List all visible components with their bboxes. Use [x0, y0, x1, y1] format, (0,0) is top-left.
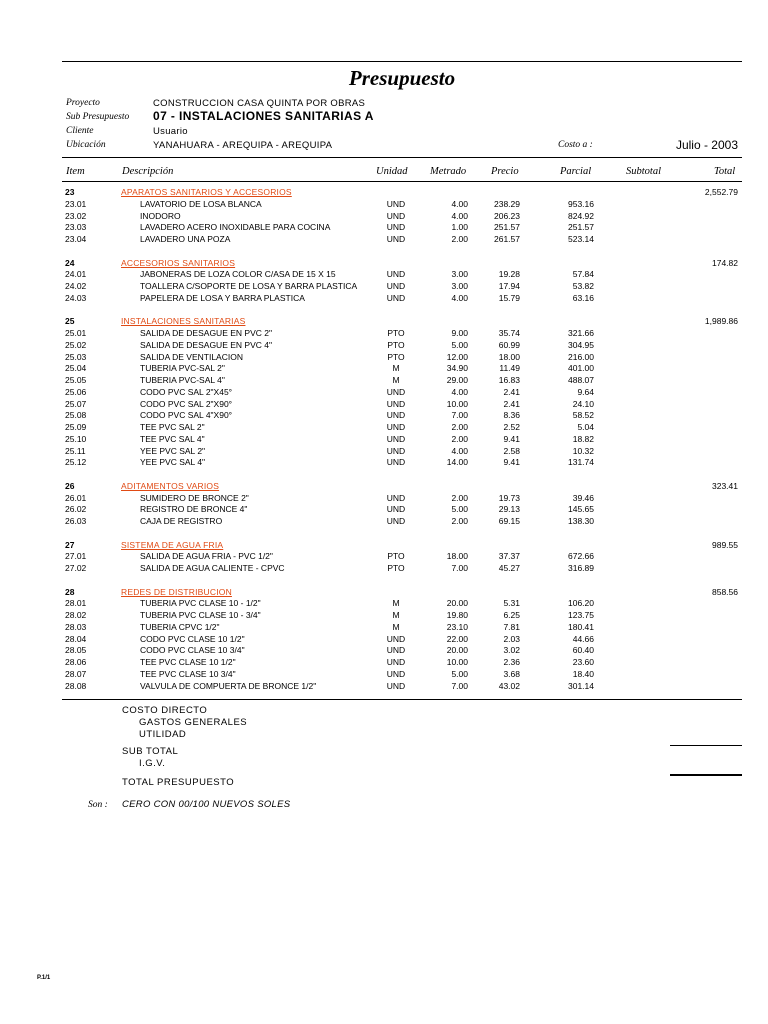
row-metrado: 10.00: [446, 398, 468, 409]
subpresupuesto-label: Sub Presupuesto: [66, 112, 130, 122]
row-metrado: 2.00: [451, 492, 468, 503]
row-metrado: 4.00: [451, 210, 468, 221]
row-parcial: 401.00: [568, 363, 594, 374]
table-row: [0, 410, 768, 422]
row-description: TUBERIA PVC CLASE 10 - 1/2": [140, 598, 261, 609]
table-row: [0, 681, 768, 693]
row-description: CODO PVC CLASE 10 3/4": [140, 645, 245, 656]
row-description: CODO PVC SAL 2"X90°: [140, 398, 233, 409]
row-precio: 29.13: [498, 504, 520, 515]
row-item-number: 23.01: [65, 198, 87, 209]
row-metrado: 2.00: [451, 516, 468, 526]
table-row: [0, 222, 768, 234]
row-precio: 16.83: [498, 375, 520, 385]
table-row: [0, 457, 768, 469]
table-row: [0, 622, 768, 634]
table-row: [0, 563, 768, 575]
row-item-number: 23.03: [65, 222, 87, 233]
row-precio: 2.52: [503, 422, 520, 432]
table-row: [0, 645, 768, 657]
col-header-parcial: Parcial: [560, 166, 592, 177]
table-row: [0, 375, 768, 387]
row-parcial: 18.82: [572, 433, 594, 444]
table-row: [0, 669, 768, 681]
group-item-number: 24: [65, 257, 75, 268]
table-row: [0, 610, 768, 622]
group-total: 1,989.86: [704, 316, 738, 327]
row-precio: 3.68: [503, 668, 520, 679]
row-parcial: 9.64: [577, 386, 594, 397]
ubicacion-value: YANAHUARA - AREQUIPA - AREQUIPA: [153, 140, 333, 151]
row-unit: UND: [386, 398, 406, 409]
sub-total-label: SUB TOTAL: [122, 746, 179, 757]
col-header-item: Item: [66, 166, 85, 177]
row-item-number: 25.01: [65, 328, 87, 338]
row-parcial: 39.46: [572, 492, 594, 503]
row-item-number: 25.02: [65, 339, 87, 350]
row-metrado: 7.00: [451, 563, 468, 573]
row-metrado: 3.00: [451, 269, 468, 280]
row-description: REGISTRO DE BRONCE 4": [140, 504, 248, 515]
row-parcial: 123.75: [568, 610, 594, 620]
row-metrado: 1.00: [451, 222, 468, 233]
row-precio: 7.81: [503, 621, 520, 632]
row-description: CAJA DE REGISTRO: [140, 516, 223, 526]
row-metrado: 3.00: [451, 281, 468, 291]
table-row: [0, 211, 768, 223]
row-item-number: 25.04: [65, 363, 87, 374]
row-precio: 9.41: [503, 433, 520, 444]
row-metrado: 4.00: [451, 198, 468, 209]
igv-label: I.G.V.: [139, 758, 166, 769]
row-item-number: 26.03: [65, 516, 87, 526]
row-precio: 8.36: [503, 410, 520, 421]
row-parcial: 57.84: [572, 269, 594, 280]
row-description: SALIDA DE DESAGUE EN PVC 4": [140, 339, 272, 350]
table-row: [0, 269, 768, 281]
row-metrado: 14.00: [446, 457, 468, 468]
table-row: [0, 328, 768, 340]
row-unit: UND: [386, 281, 406, 291]
row-parcial: 316.89: [568, 563, 594, 573]
row-item-number: 25.08: [65, 410, 87, 421]
row-unit: M: [392, 621, 400, 632]
row-unit: M: [392, 363, 400, 374]
row-parcial: 488.07: [568, 375, 594, 385]
col-header-descripcion: Descripción: [122, 166, 174, 177]
row-precio: 2.36: [503, 657, 520, 667]
row-metrado: 5.00: [451, 668, 468, 679]
group-row: [0, 258, 768, 270]
row-item-number: 23.02: [65, 210, 87, 221]
page-number: P.1/1: [37, 975, 51, 981]
row-unit: UND: [386, 234, 406, 244]
row-parcial: 131.74: [568, 457, 594, 468]
row-unit: UND: [386, 645, 406, 656]
row-description: TUBERIA PVC-SAL 2": [140, 363, 225, 374]
row-item-number: 27.01: [65, 551, 87, 562]
row-precio: 43.02: [498, 680, 520, 691]
row-description: LAVATORIO DE LOSA BLANCA: [140, 198, 262, 209]
row-unit: UND: [386, 492, 406, 503]
row-metrado: 4.00: [451, 292, 468, 303]
group-total: 2,552.79: [704, 187, 738, 197]
group-title: ACCESORIOS SANITARIOS: [121, 257, 236, 268]
row-unit: UND: [386, 386, 406, 397]
row-precio: 5.31: [503, 598, 520, 609]
group-row: [0, 587, 768, 599]
subtotal-underline: [670, 745, 742, 746]
group-item-number: 25: [65, 316, 75, 327]
row-item-number: 25.12: [65, 457, 87, 468]
row-parcial: 953.16: [568, 198, 594, 209]
row-precio: 2.58: [503, 445, 520, 456]
row-description: LAVADERO UNA POZA: [140, 234, 231, 244]
row-precio: 2.41: [503, 386, 520, 397]
row-unit: UND: [386, 210, 406, 221]
row-precio: 2.03: [503, 633, 520, 644]
table-row: [0, 598, 768, 610]
row-parcial: 321.66: [568, 328, 594, 338]
group-row: [0, 481, 768, 493]
group-title: REDES DE DISTRIBUCION: [121, 586, 232, 597]
group-row: [0, 187, 768, 199]
row-parcial: 44.66: [572, 633, 594, 644]
row-precio: 15.79: [498, 292, 520, 303]
row-item-number: 28.05: [65, 645, 87, 656]
row-unit: M: [392, 598, 400, 609]
row-description: TEE PVC CLASE 10 3/4": [140, 668, 236, 679]
row-parcial: 10.32: [572, 445, 594, 456]
row-description: SALIDA DE AGUA CALIENTE - CPVC: [140, 563, 285, 573]
row-metrado: 12.00: [446, 351, 468, 362]
row-metrado: 20.00: [446, 598, 468, 609]
row-unit: UND: [386, 198, 406, 209]
row-item-number: 28.08: [65, 680, 87, 691]
row-item-number: 25.10: [65, 433, 87, 444]
header-bottom-rule: [62, 181, 742, 182]
row-description: TEE PVC SAL 2": [140, 422, 205, 432]
row-unit: M: [392, 375, 400, 385]
row-parcial: 63.16: [572, 292, 594, 303]
row-item-number: 25.06: [65, 386, 87, 397]
row-description: YEE PVC SAL 2": [140, 445, 206, 456]
group-title: INSTALACIONES SANITARIAS: [121, 316, 246, 327]
row-metrado: 9.00: [451, 328, 468, 338]
table-row: [0, 493, 768, 505]
group-title: ADITAMENTOS VARIOS: [121, 480, 220, 491]
group-item-number: 27: [65, 539, 75, 550]
row-item-number: 24.03: [65, 292, 87, 303]
cliente-value: Usuario: [153, 126, 188, 137]
table-row: [0, 293, 768, 305]
row-precio: 19.28: [498, 269, 520, 280]
row-description: JABONERAS DE LOZA COLOR C/ASA DE 15 X 15: [140, 269, 336, 280]
row-parcial: 24.10: [572, 398, 594, 409]
row-description: INODORO: [140, 210, 181, 221]
row-unit: UND: [386, 657, 406, 667]
table-row: [0, 434, 768, 446]
row-precio: 11.49: [499, 363, 520, 374]
row-unit: PTO: [387, 551, 405, 562]
row-metrado: 23.10: [446, 621, 468, 632]
row-precio: 9.41: [503, 457, 520, 468]
table-row: [0, 352, 768, 364]
row-parcial: 251.57: [568, 222, 594, 233]
row-precio: 2.41: [503, 398, 520, 409]
row-metrado: 10.00: [446, 657, 468, 667]
table-row: [0, 340, 768, 352]
table-row: [0, 634, 768, 646]
row-parcial: 23.60: [572, 657, 594, 667]
row-precio: 17.94: [498, 281, 520, 291]
row-unit: UND: [386, 504, 406, 515]
row-item-number: 25.09: [65, 422, 87, 432]
row-description: SALIDA DE AGUA FRIA - PVC 1/2": [140, 551, 273, 562]
row-description: PAPELERA DE LOSA Y BARRA PLASTICA: [140, 292, 305, 303]
table-row: [0, 422, 768, 434]
row-precio: 45.27: [498, 563, 520, 573]
row-description: SALIDA DE VENTILACION: [140, 351, 243, 362]
row-unit: UND: [386, 516, 406, 526]
row-unit: PTO: [387, 339, 405, 350]
row-unit: UND: [386, 422, 406, 432]
row-parcial: 106.20: [568, 598, 594, 609]
table-row: [0, 657, 768, 669]
row-unit: PTO: [387, 328, 405, 338]
row-metrado: 4.00: [451, 445, 468, 456]
header-top-rule: [62, 157, 742, 158]
row-parcial: 180.41: [568, 621, 594, 632]
row-parcial: 18.40: [572, 668, 594, 679]
row-metrado: 19.80: [446, 610, 468, 620]
gastos-generales-label: GASTOS GENERALES: [139, 717, 248, 728]
row-metrado: 4.00: [451, 386, 468, 397]
row-precio: 206.23: [494, 210, 520, 221]
col-header-precio: Precio: [491, 166, 519, 177]
row-description: CODO PVC CLASE 10 1/2": [140, 633, 245, 644]
row-item-number: 27.02: [65, 563, 87, 573]
row-precio: 6.25: [503, 610, 520, 620]
proyecto-label: Proyecto: [66, 98, 100, 108]
row-precio: 3.02: [503, 645, 520, 656]
row-parcial: 145.65: [568, 504, 594, 515]
table-bottom-rule: [62, 699, 742, 700]
row-item-number: 28.04: [65, 633, 87, 644]
row-item-number: 28.03: [65, 621, 87, 632]
group-item-number: 23: [65, 187, 75, 197]
row-item-number: 24.02: [65, 281, 87, 291]
row-item-number: 25.03: [65, 351, 87, 362]
group-total: 323.41: [712, 480, 738, 491]
son-label: Son :: [88, 800, 108, 810]
group-total: 174.82: [712, 257, 738, 268]
row-unit: UND: [386, 680, 406, 691]
row-description: TUBERIA PVC-SAL 4": [140, 375, 225, 385]
row-precio: 238.29: [494, 198, 520, 209]
table-row: [0, 281, 768, 293]
row-metrado: 18.00: [446, 551, 468, 562]
col-header-metrado: Metrado: [430, 166, 467, 177]
row-parcial: 672.66: [568, 551, 594, 562]
row-metrado: 20.00: [446, 645, 468, 656]
group-title: SISTEMA DE AGUA FRIA: [121, 539, 224, 550]
row-unit: UND: [386, 457, 406, 468]
row-unit: UND: [386, 222, 406, 233]
row-metrado: 29.00: [446, 375, 468, 385]
group-total: 858.56: [712, 586, 738, 597]
col-header-total: Total: [714, 166, 736, 177]
row-item-number: 25.07: [65, 398, 87, 409]
row-parcial: 824.92: [568, 210, 594, 221]
row-unit: PTO: [387, 563, 405, 573]
row-unit: PTO: [387, 351, 405, 362]
group-row: [0, 540, 768, 552]
table-row: [0, 363, 768, 375]
row-precio: 261.57: [494, 234, 520, 244]
row-item-number: 28.02: [65, 610, 87, 620]
row-item-number: 26.02: [65, 504, 87, 515]
row-parcial: 58.52: [572, 410, 594, 421]
row-item-number: 24.01: [65, 269, 87, 280]
proyecto-value: CONSTRUCCION CASA QUINTA POR OBRAS: [153, 98, 366, 109]
total-underline: [670, 774, 742, 776]
row-parcial: 523.14: [568, 234, 594, 244]
ubicacion-label: Ubicación: [66, 140, 106, 150]
row-description: SUMIDERO DE BRONCE 2": [140, 492, 249, 503]
costo-label: Costo a :: [558, 140, 593, 150]
top-rule: [62, 61, 742, 62]
table-row: [0, 516, 768, 528]
table-row: [0, 234, 768, 246]
row-item-number: 28.01: [65, 598, 87, 609]
row-item-number: 25.11: [65, 445, 86, 456]
row-parcial: 216.00: [568, 351, 594, 362]
row-unit: UND: [386, 410, 406, 421]
total-presupuesto-label: TOTAL PRESUPUESTO: [122, 777, 235, 788]
group-row: [0, 316, 768, 328]
row-metrado: 2.00: [451, 234, 468, 244]
row-parcial: 301.14: [568, 680, 594, 691]
col-header-subtotal: Subtotal: [626, 166, 662, 177]
row-description: TEE PVC CLASE 10 1/2": [140, 657, 236, 667]
row-metrado: 5.00: [451, 504, 468, 515]
row-item-number: 28.06: [65, 657, 87, 667]
row-precio: 18.00: [498, 351, 520, 362]
costo-fecha: Julio - 2003: [675, 138, 738, 152]
row-item-number: 25.05: [65, 375, 87, 385]
row-precio: 19.73: [498, 492, 520, 503]
row-description: TUBERIA PVC CLASE 10 - 3/4": [140, 610, 261, 620]
row-parcial: 53.82: [572, 281, 594, 291]
row-precio: 60.99: [498, 339, 520, 350]
row-unit: UND: [386, 292, 406, 303]
utilidad-label: UTILIDAD: [139, 729, 187, 740]
row-unit: UND: [386, 445, 406, 456]
row-description: CODO PVC SAL 2"X45°: [140, 386, 233, 397]
row-metrado: 22.00: [446, 633, 468, 644]
row-metrado: 7.00: [451, 410, 468, 421]
page-title: Presupuesto: [348, 66, 456, 90]
table-row: [0, 504, 768, 516]
table-row: [0, 399, 768, 411]
table-row: [0, 387, 768, 399]
row-metrado: 7.00: [451, 680, 468, 691]
col-header-unidad: Unidad: [376, 166, 408, 177]
row-precio: 35.74: [498, 328, 520, 338]
row-precio: 37.37: [498, 551, 520, 562]
row-description: CODO PVC SAL 4"X90°: [140, 410, 233, 421]
table-row: [0, 551, 768, 563]
row-unit: UND: [386, 433, 406, 444]
row-parcial: 60.40: [572, 645, 594, 656]
row-parcial: 304.95: [568, 339, 594, 350]
row-item-number: 26.01: [65, 492, 87, 503]
row-metrado: 2.00: [451, 433, 468, 444]
group-total: 989.55: [712, 539, 738, 550]
row-unit: UND: [386, 269, 406, 280]
row-item-number: 28.07: [65, 668, 87, 679]
subpresupuesto-value: 07 - INSTALACIONES SANITARIAS A: [153, 109, 374, 123]
row-metrado: 5.00: [451, 339, 468, 350]
row-description: TOALLERA C/SOPORTE DE LOSA Y BARRA PLASTICA: [140, 281, 358, 291]
group-item-number: 26: [65, 480, 75, 491]
row-description: SALIDA DE DESAGUE EN PVC 2": [140, 328, 272, 338]
row-unit: UND: [386, 668, 406, 679]
row-description: YEE PVC SAL 4": [140, 457, 206, 468]
row-metrado: 34.90: [446, 363, 468, 374]
row-description: TEE PVC SAL 4": [140, 433, 205, 444]
group-item-number: 28: [65, 586, 75, 597]
row-unit: UND: [386, 633, 406, 644]
costo-directo-label: COSTO DIRECTO: [122, 705, 208, 716]
row-parcial: 5.04: [577, 422, 594, 432]
row-unit: M: [392, 610, 400, 620]
row-parcial: 138.30: [568, 516, 594, 526]
son-value: CERO CON 00/100 NUEVOS SOLES: [122, 799, 291, 810]
row-description: TUBERIA CPVC 1/2": [140, 621, 220, 632]
row-description: VALVULA DE COMPUERTA DE BRONCE 1/2": [140, 680, 317, 691]
cliente-label: Cliente: [66, 126, 94, 136]
row-description: LAVADERO ACERO INOXIDABLE PARA COCINA: [140, 222, 331, 233]
row-precio: 251.57: [494, 222, 520, 233]
table-row: [0, 446, 768, 458]
table-row: [0, 199, 768, 211]
row-precio: 69.15: [498, 516, 520, 526]
row-item-number: 23.04: [65, 234, 87, 244]
group-title: APARATOS SANITARIOS Y ACCESORIOS: [121, 187, 292, 197]
row-metrado: 2.00: [451, 422, 468, 432]
